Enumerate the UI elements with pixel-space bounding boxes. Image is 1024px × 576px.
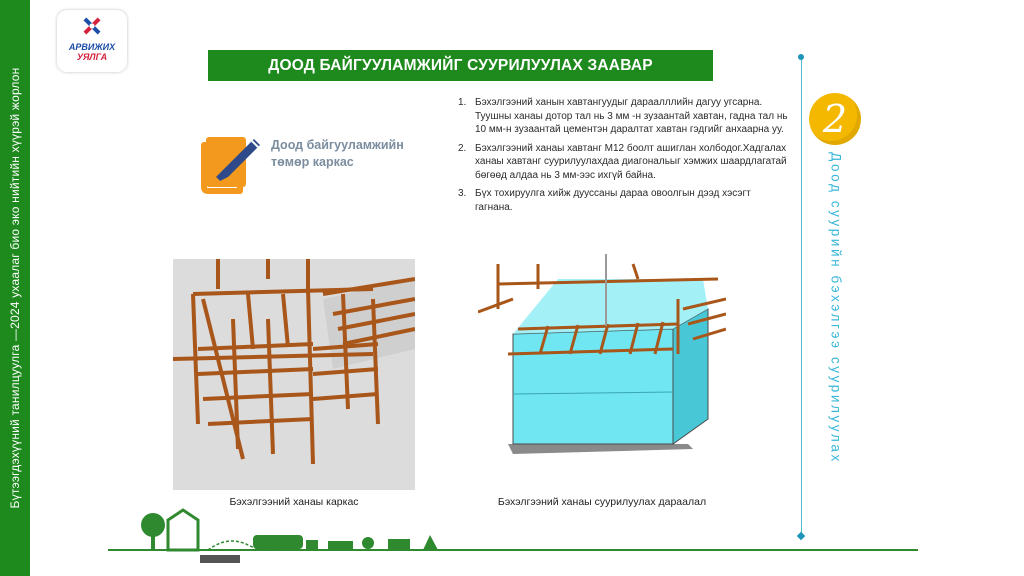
- left-sidebar: [0, 0, 30, 576]
- page-title: ДООД БАЙГУУЛАМЖИЙГ СУУРИЛУУЛАХ ЗААВАР: [208, 50, 713, 81]
- step-text: Бэхэлгээний ханаы хавтанг М12 боолт ашиглан холбодог.Хадгалах ханаы хавтанг суурилуулахдаа диагональыг хэмжих шаардлагатай бөгөөд алдаа нь 3 мм-ээс ихгүй байна.: [475, 142, 787, 181]
- step-badge: [809, 93, 861, 145]
- step-number: 3.: [458, 188, 467, 199]
- step-badge-number: 2: [822, 97, 848, 141]
- section-vertical-title: Доод суурийн бэхэлгээ суурилуулах: [828, 152, 844, 464]
- frame-illustration: [173, 259, 415, 490]
- step-number: 2.: [458, 142, 467, 154]
- card-label-line2: төмөр каркас: [271, 155, 354, 169]
- left-image-caption: Бэхэлгээний ханаы каркас: [229, 496, 359, 508]
- list-item: [458, 96, 788, 137]
- card-label: [271, 137, 404, 171]
- list-item: [458, 142, 788, 183]
- section-card: [192, 127, 405, 197]
- list-item: [458, 187, 788, 214]
- instruction-list: [458, 96, 788, 219]
- right-image-caption: Бэхэлгээний ханаы суурилуулах дараалал: [497, 496, 707, 508]
- logo-text: [57, 42, 127, 62]
- sidebar-caption: Бүтээгдэхүүний танилцуулга —2024 ухаалаг био эко нийтийн хүүрэй жорлон: [8, 67, 22, 509]
- footer-illustration: [108, 505, 918, 576]
- vertical-divider: [801, 57, 802, 537]
- logo-line1: АРВИЖИХ: [68, 42, 116, 52]
- panel-illustration: [478, 254, 726, 484]
- card-label-line1: Доод байгууламжийн: [271, 138, 404, 152]
- step-number: 1.: [458, 97, 467, 108]
- step-text: Бэхэлгээний ханын хавтангуудыг дараалллийн дагуу угсарна. Туушны ханаы дотор тал нь 3 мм -н зузаантай хавтан, гадна тал нь 10 мм-н зузаантай цементэн даралтат хавтан гэдгийг анхаарна уу.: [475, 97, 788, 135]
- logo-line2: УЯЛГА: [76, 52, 108, 62]
- logo-cross-icon: [82, 16, 102, 36]
- divider-top-dot: [798, 54, 804, 60]
- brand-logo: [57, 10, 127, 72]
- step-text: Бүх тохируулга хийж дууссаны дараа овоолгын дээд хэсэгт гагнана.: [475, 188, 751, 213]
- pen-paper-icon: [200, 131, 264, 195]
